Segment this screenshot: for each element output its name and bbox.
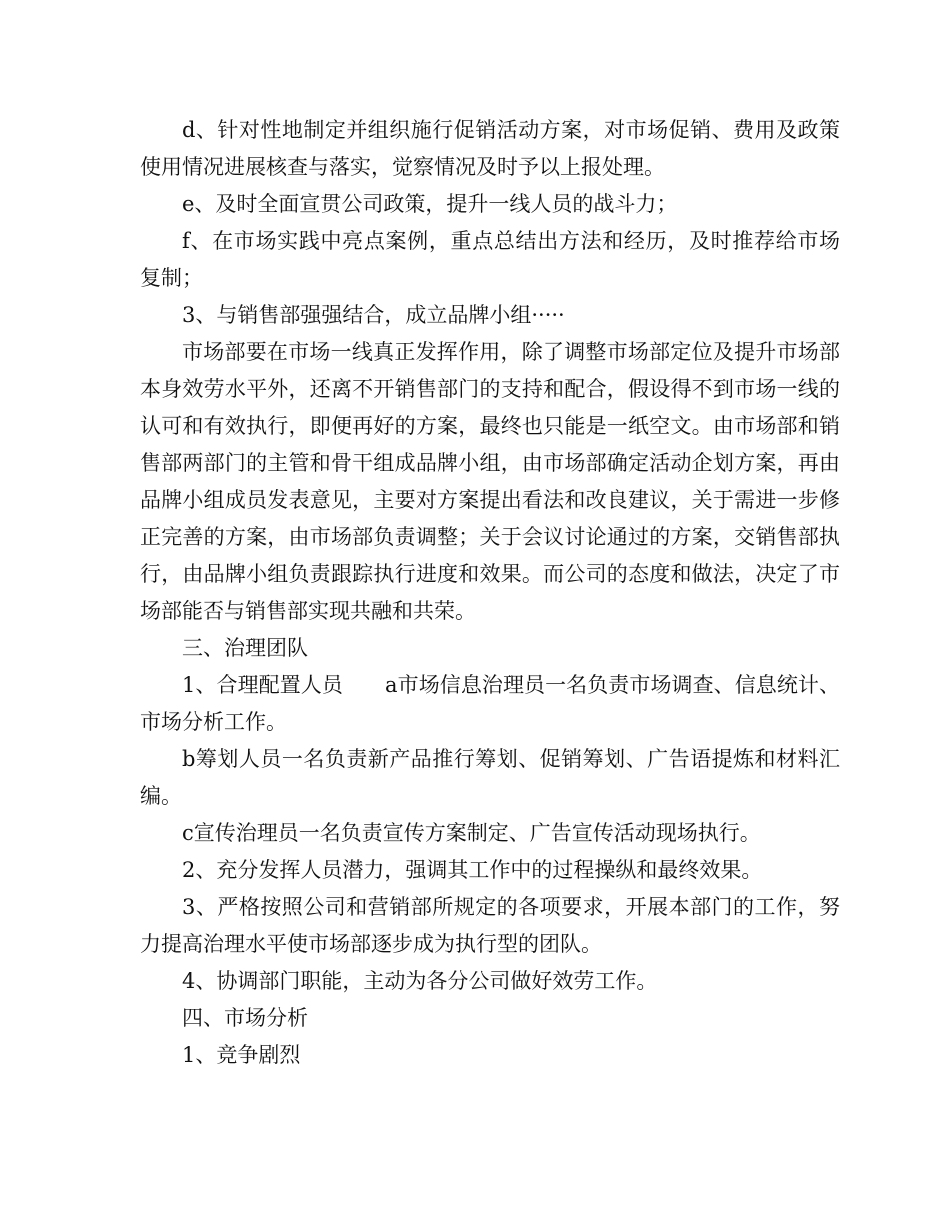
paragraph-potential: 2、充分发挥人员潜力，强调其工作中的过程操纵和最终效果。	[182, 858, 763, 882]
section-heading-market-analysis: 四、市场分析	[182, 1006, 308, 1030]
paragraph-coordination: 4、协调部门职能，主动为各分公司做好效劳工作。	[182, 969, 658, 993]
paragraph-f-case-study: f、在市场实践中亮点案例，重点总结出方法和经历，及时推荐给市场复制；	[140, 229, 840, 290]
section-heading-team: 三、治理团队	[182, 636, 308, 660]
document-page	[140, 112, 840, 1074]
paragraph-brand-group-heading: 3、与销售部强强结合，成立品牌小组·····	[182, 303, 565, 327]
paragraph-e-policy: e、及时全面宣贯公司政策，提升一线人员的战斗力；	[182, 192, 678, 216]
paragraph-brand-group-body: 市场部要在市场一线真正发挥作用，除了调整市场部定位及提升市场部本身效劳水平外，还离不开销售部门的支持和配合，假设得不到市场一线的认可和有效执行，即便再好的方案，最终也只能是一纸空文。由市场部和销售部两部门的主管和骨干组成品牌小组，由市场部确定活动企划方案，再由品牌小组成员发表意见，主要对方案提出看法和改良建议，关于需进一步修正完善的方案，由市场部负责调整；关于会议讨论通过的方案，交销售部执行，由品牌小组负责跟踪执行进度和效果。而公司的态度和做法，决定了市场部能否与销售部实现共融和共荣。	[140, 340, 840, 623]
paragraph-requirements: 3、严格按照公司和营销部所规定的各项要求，开展本部门的工作，努力提高治理水平使市场部逐步成为执行型的团队。	[140, 895, 840, 956]
paragraph-d-promotion-plan: d、针对性地制定并组织施行促销活动方案，对市场促销、费用及政策使用情况进展核查与落实，觉察情况及时予以上报处理。	[140, 118, 840, 179]
paragraph-planner: b筹划人员一名负责新产品推行筹划、促销筹划、广告语提炼和材料汇编。	[140, 747, 840, 808]
paragraph-staffing: 1、合理配置人员 a市场信息治理员一名负责市场调查、信息统计、市场分析工作。	[140, 673, 840, 734]
paragraph-competition: 1、竞争剧烈	[182, 1043, 301, 1067]
paragraph-publicity: c宣传治理员一名负责宣传方案制定、广告宣传活动现场执行。	[182, 821, 761, 845]
